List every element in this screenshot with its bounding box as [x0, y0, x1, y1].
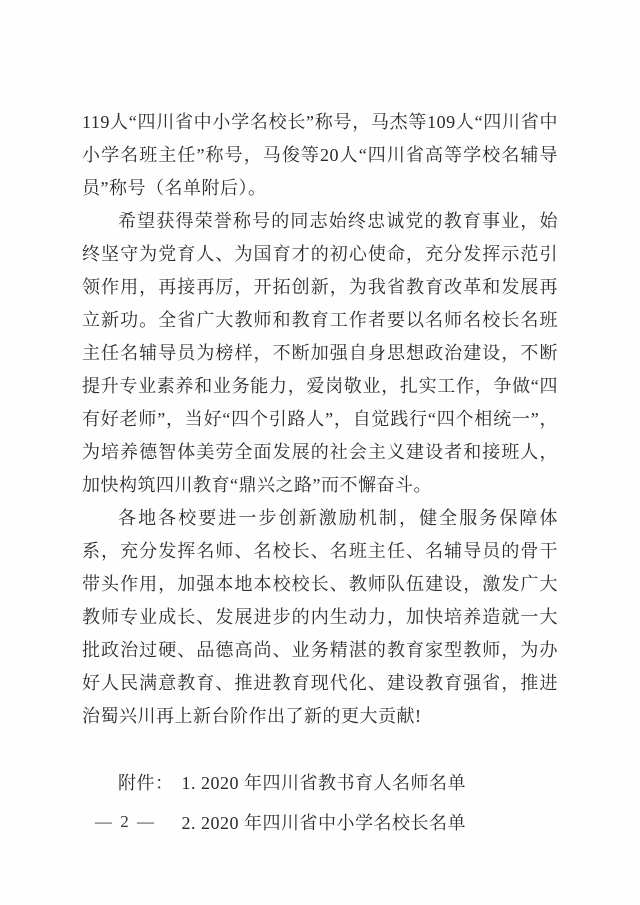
attachments-label: 附件：	[118, 773, 174, 793]
body-paragraph-3: 各地各校要进一步创新激励机制，健全服务保障体系，充分发挥名师、名校长、名班主任、名辅导员的骨干带头作用，加强本地本校校长、教师队伍建设，激发广大教师专业成长、发展进步的内生动力，加快培养造就一大批政治过硬、品德高尚、业务精湛的教育家型教师，为办好人民满意教育、推进教育现代化、建设教育强省，推进治蜀兴川再上新台阶作出了新的更大贡献!	[82, 508, 558, 726]
attachment-item-1: 1. 2020 年四川省教书育人名师名单	[181, 773, 466, 793]
attachment-item-2: 2. 2020 年四川省中小学名校长名单	[181, 813, 466, 833]
body-paragraph-2: 希望获得荣誉称号的同志始终忠诚党的教育事业，始终坚守为党育人、为国育才的初心使命，充分发挥示范引领作用，再接再厉，开拓创新，为我省教育改革和发展再立新功。全省广大教师和教育工作者要以名师名校长名班主任名辅导员为榜样，不断加强自身思想政治建设，不断提升专业素养和业务能力，爱岗敬业，扎实工作，争做“四有好老师”，当好“四个引路人”，自觉践行“四个相统一”，为培养德智体美劳全面发展的社会主义建设者和接班人，加快构筑四川教育“鼎兴之路”而不懈奋斗。	[82, 211, 558, 495]
page-number: — 2 —	[95, 812, 156, 831]
body-paragraph-1: 119人“四川省中小学名校长”称号，马杰等109人“四川省中小学名班主任”称号，马俊等20人“四川省高等学校名辅导员”称号（名单附后）。	[82, 112, 558, 198]
attachments-block	[118, 763, 558, 843]
document-body	[82, 106, 558, 843]
attachments-list	[182, 763, 467, 843]
